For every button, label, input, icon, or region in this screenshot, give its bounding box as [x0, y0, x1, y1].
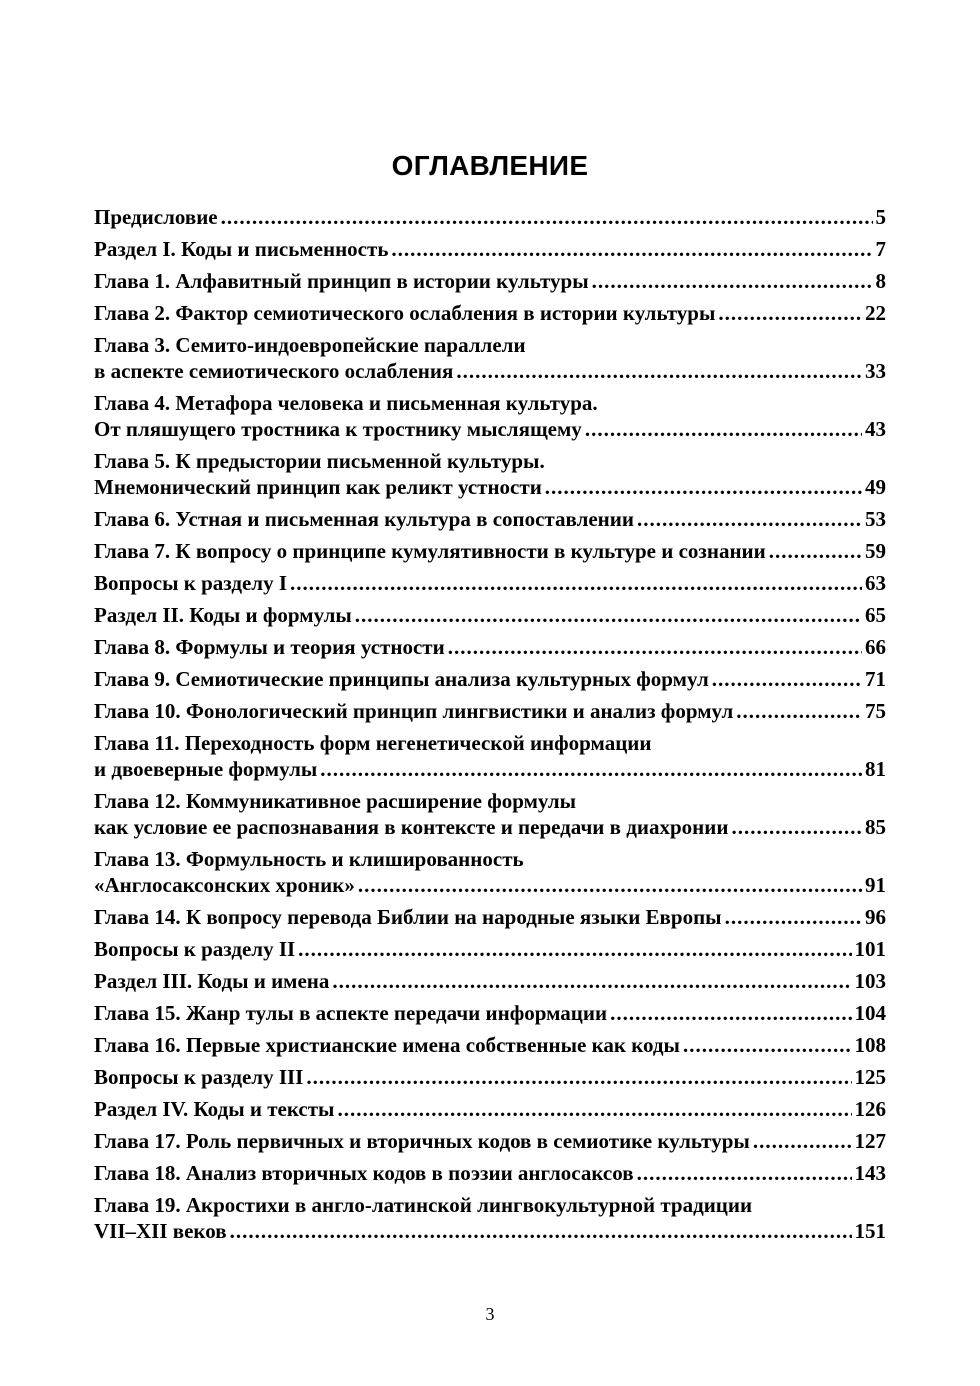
toc-entry-title: Глава 10. Фонологический принцип лингвистики и анализ формул: [94, 699, 734, 723]
toc-entry-title-line-1: Глава 19. Акростихи в англо-латинской лингвокультурной традиции: [94, 1193, 753, 1217]
toc-entry-page: 71: [865, 667, 886, 691]
toc-entry-title-line-1: Глава 13. Формульность и клишированность: [94, 847, 524, 871]
toc-entry-title-line-2: Мнемонический принцип как реликт устности: [94, 475, 542, 499]
dot-leader: [683, 1032, 852, 1058]
dot-leader: [358, 872, 862, 898]
toc-entry-title: Глава 16. Первые христианские имена собственные как коды: [94, 1033, 680, 1057]
toc-entry-chapter-5: [94, 448, 886, 500]
toc-entry-chapter-13: [94, 846, 886, 898]
dot-leader: [725, 904, 862, 930]
toc-entry-chapter-1: [94, 268, 886, 294]
toc-entry-title: Глава 7. К вопросу о принципе кумулятивности в культуре и сознании: [94, 539, 766, 563]
dot-leader: [610, 1000, 851, 1026]
toc-entry-chapter-19: [94, 1192, 886, 1244]
table-of-contents: [94, 204, 886, 1250]
toc-entry-page: 63: [865, 571, 886, 595]
toc-entry-title: Раздел II. Коды и формулы: [94, 603, 352, 627]
toc-entry-chapter-17: [94, 1128, 886, 1154]
toc-entry-page: 53: [865, 507, 886, 531]
toc-entry-page: 75: [865, 699, 886, 723]
toc-entry-title: Глава 15. Жанр тулы в аспекте передачи информации: [94, 1001, 608, 1025]
toc-entry-page: 22: [865, 301, 886, 325]
toc-entry-title: Глава 9. Семиотические принципы анализа культурных формул: [94, 667, 709, 691]
dot-leader: [306, 1064, 851, 1090]
toc-entry-questions-2: [94, 936, 886, 962]
dot-leader: [337, 1096, 851, 1122]
toc-entry-chapter-7: [94, 538, 886, 564]
dot-leader: [731, 814, 862, 840]
toc-entry-title: Вопросы к разделу III: [94, 1065, 304, 1089]
toc-entry-questions-3: [94, 1064, 886, 1090]
toc-entry-page: 126: [854, 1097, 886, 1121]
toc-entry-title: Раздел I. Коды и письменность: [94, 237, 389, 261]
dot-leader: [448, 634, 862, 660]
toc-entry-title: Вопросы к разделу I: [94, 571, 287, 595]
page-number: 3: [485, 1304, 495, 1324]
toc-entry-section-2: [94, 602, 886, 628]
dot-leader: [290, 570, 862, 596]
toc-entry-chapter-10: [94, 698, 886, 724]
toc-entry-page: 85: [865, 815, 886, 839]
dot-leader: [320, 756, 862, 782]
toc-entry-chapter-11: [94, 730, 886, 782]
toc-entry-page: 101: [854, 937, 886, 961]
toc-entry-chapter-9: [94, 666, 886, 692]
dot-leader: [355, 602, 862, 628]
toc-entry-title: Раздел III. Коды и имена: [94, 969, 330, 993]
toc-entry-questions-1: [94, 570, 886, 596]
toc-entry-page: 103: [854, 969, 886, 993]
toc-entry-title: Предисловие: [94, 205, 218, 229]
toc-entry-page: 65: [865, 603, 886, 627]
toc-entry-title-line-2: VII–XII веков: [94, 1219, 227, 1243]
toc-entry-title-line-1: Глава 5. К предыстории письменной культуры.: [94, 449, 545, 473]
toc-entry-title: Глава 14. К вопросу перевода Библии на народные языки Европы: [94, 905, 722, 929]
dot-leader: [585, 416, 862, 442]
toc-entry-title: Глава 2. Фактор семиотического ослабления в истории культуры: [94, 301, 716, 325]
toc-entry-title-line-2: и двоеверные формулы: [94, 757, 318, 781]
dot-leader: [545, 474, 862, 500]
page-title: ОГЛАВЛЕНИЕ: [391, 150, 589, 181]
toc-entry-title-line-1: Глава 3. Семито-индоевропейские параллели: [94, 333, 526, 357]
toc-entry-page: 96: [865, 905, 886, 929]
toc-entry-chapter-15: [94, 1000, 886, 1026]
toc-entry-page: 151: [854, 1219, 886, 1243]
toc-entry-title: Глава 17. Роль первичных и вторичных кодов в семиотике культуры: [94, 1129, 750, 1153]
toc-entry-page: 66: [865, 635, 886, 659]
dot-leader: [221, 204, 873, 230]
toc-entry-section-3: [94, 968, 886, 994]
toc-entry-page: 33: [865, 359, 886, 383]
toc-entry-section-4: [94, 1096, 886, 1122]
dot-leader: [391, 236, 872, 262]
toc-entry-chapter-16: [94, 1032, 886, 1058]
toc-entry-page: 125: [854, 1065, 886, 1089]
toc-entry-title: Вопросы к разделу II: [94, 937, 296, 961]
dot-leader: [592, 268, 873, 294]
toc-entry-title-line-2: От пляшущего тростника к тростнику мыслящему: [94, 417, 582, 441]
dot-leader: [736, 698, 862, 724]
toc-entry-chapter-2: [94, 300, 886, 326]
toc-entry-page: 91: [865, 873, 886, 897]
dot-leader: [637, 506, 862, 532]
dot-leader: [718, 300, 862, 326]
toc-entry-page: 127: [854, 1129, 886, 1153]
toc-entry-page: 104: [854, 1001, 886, 1025]
toc-entry-page: 81: [865, 757, 886, 781]
toc-entry-chapter-3: [94, 332, 886, 384]
toc-entry-page: 8: [875, 269, 886, 293]
toc-entry-page: 108: [854, 1033, 886, 1057]
toc-entry-page: 5: [875, 205, 886, 229]
toc-entry-chapter-4: [94, 390, 886, 442]
dot-leader: [456, 358, 862, 384]
toc-entry-chapter-6: [94, 506, 886, 532]
dot-leader: [769, 538, 862, 564]
toc-entry-page: 59: [865, 539, 886, 563]
toc-entry-page: 143: [854, 1161, 886, 1185]
dot-leader: [637, 1160, 852, 1186]
toc-entry-page: 49: [865, 475, 886, 499]
toc-entry-page: 7: [875, 237, 886, 261]
dot-leader: [753, 1128, 852, 1154]
toc-entry-title-line-2: «Англосаксонских хроник»: [94, 873, 355, 897]
toc-entry-title: Глава 18. Анализ вторичных кодов в поэзии англосаксов: [94, 1161, 634, 1185]
toc-entry-chapter-8: [94, 634, 886, 660]
toc-entry-title: Глава 1. Алфавитный принцип в истории культуры: [94, 269, 589, 293]
toc-entry-page: 43: [865, 417, 886, 441]
toc-entry-preface: [94, 204, 886, 230]
toc-entry-title: Глава 8. Формулы и теория устности: [94, 635, 445, 659]
toc-entry-chapter-14: [94, 904, 886, 930]
toc-entry-chapter-18: [94, 1160, 886, 1186]
toc-entry-title-line-1: Глава 4. Метафора человека и письменная культура.: [94, 391, 598, 415]
toc-entry-title-line-1: Глава 11. Переходность форм негенетической информации: [94, 731, 652, 755]
toc-entry-chapter-12: [94, 788, 886, 840]
toc-entry-section-1: [94, 236, 886, 262]
dot-leader: [230, 1218, 852, 1244]
toc-entry-title: Раздел IV. Коды и тексты: [94, 1097, 335, 1121]
toc-entry-title-line-1: Глава 12. Коммуникативное расширение формулы: [94, 789, 577, 813]
dot-leader: [332, 968, 851, 994]
dot-leader: [712, 666, 862, 692]
toc-entry-title-line-2: в аспекте семиотического ослабления: [94, 359, 454, 383]
toc-entry-title-line-2: как условие ее распознавания в контексте и передачи в диахронии: [94, 815, 729, 839]
toc-entry-title: Глава 6. Устная и письменная культура в сопоставлении: [94, 507, 634, 531]
dot-leader: [298, 936, 851, 962]
